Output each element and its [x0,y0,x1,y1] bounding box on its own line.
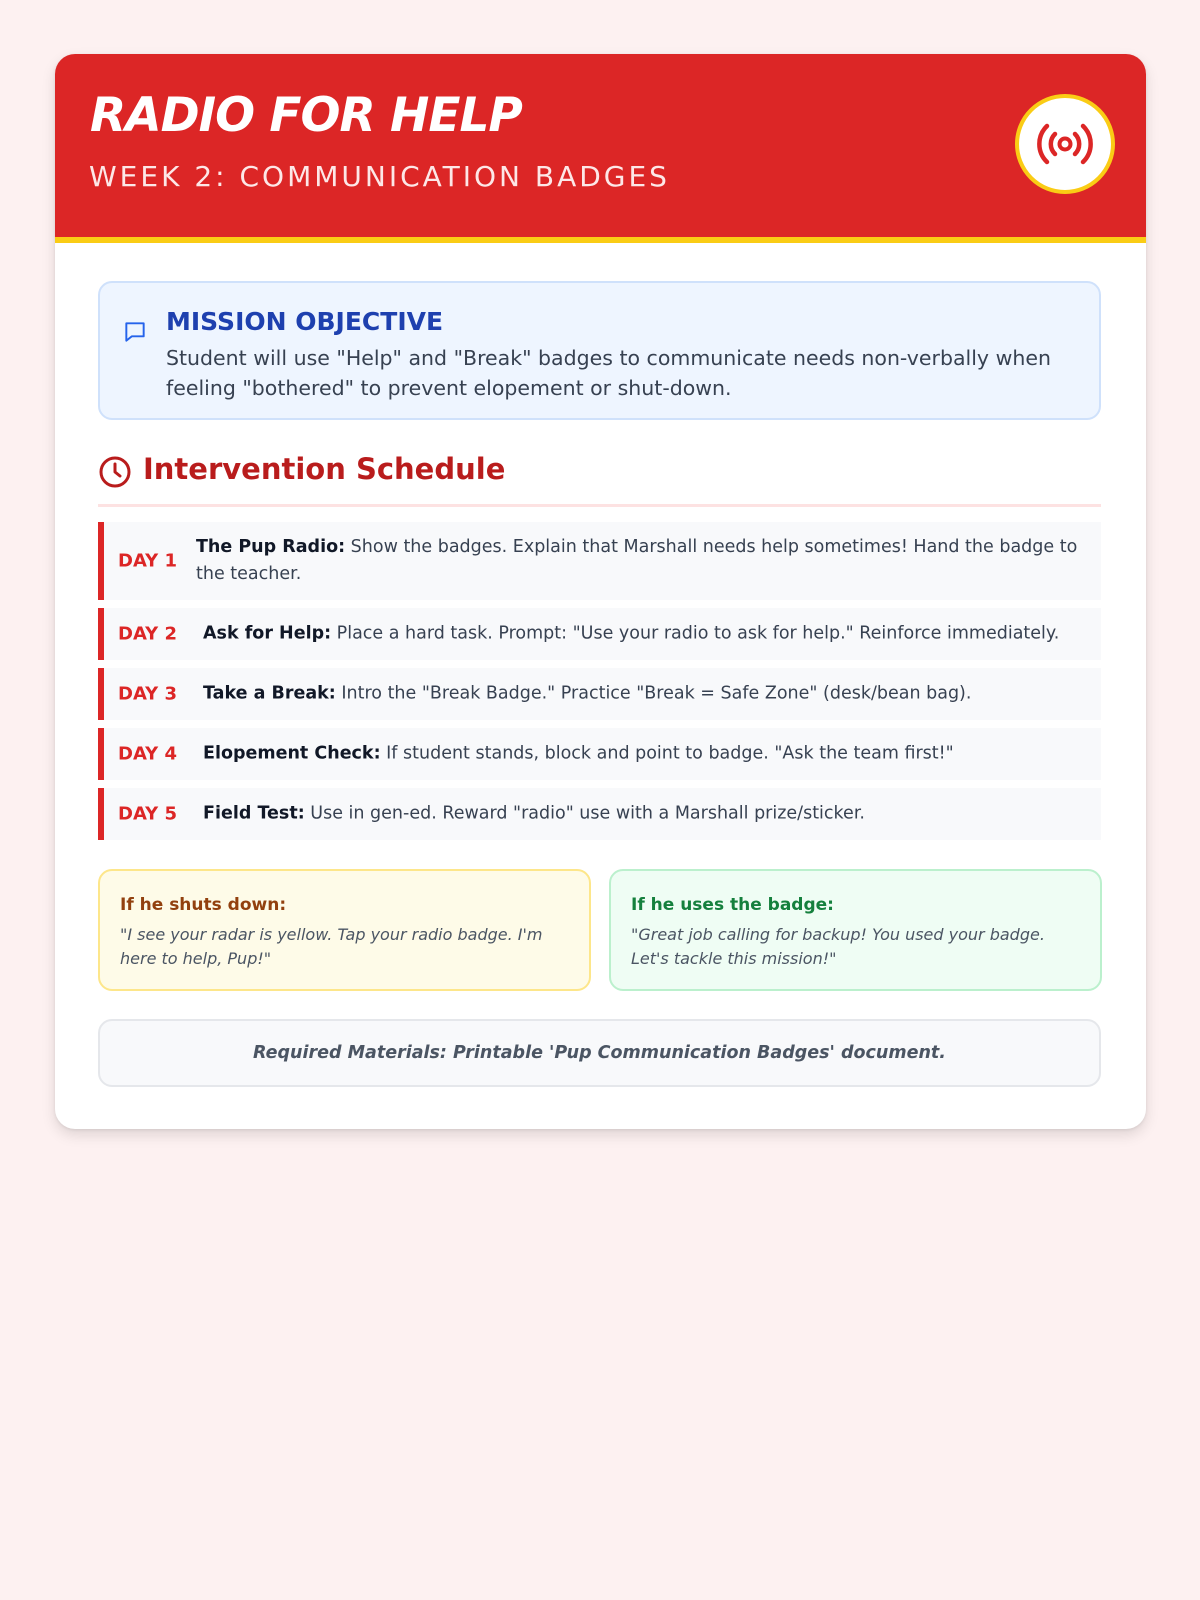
required-materials-text: Required Materials: Printable 'Pup Communication Badges' document. [253,1043,946,1063]
day-description [203,621,1093,648]
radio-badge [1015,94,1115,194]
day-detail: Intro the "Break Badge." Practice "Break = Safe Zone" (desk/bean bag). [335,683,972,704]
day-label: DAY 2 [118,623,177,645]
required-materials-box [98,1019,1101,1087]
schedule-row-day-2 [98,608,1101,660]
radio-broadcast-icon [1033,112,1097,176]
schedule-row-day-5 [98,788,1101,840]
shutdown-tip-box [98,869,591,991]
day-detail: If student stands, block and point to badge. "Ask the team first!" [380,743,954,764]
day-label: DAY 3 [118,683,177,705]
badge-used-tip-heading: If he uses the badge: [631,895,834,915]
schedule-divider [98,504,1101,507]
day-label: DAY 1 [118,550,177,572]
page-title: RADIO FOR HELP [90,88,522,143]
badge-used-tip-text: "Great job calling for backup! You used your badge. Let's tackle this mission!" [631,925,1045,968]
mission-objective-box [98,281,1101,420]
objective-text: Student will use "Help" and "Break" badges to communicate needs non-verbally when feeling "bothered" to prevent elopement or shut-down. [166,346,1051,400]
day-description [203,801,1093,828]
message-square-icon [122,319,148,345]
day-term: Ask for Help: [203,623,332,644]
schedule-row-day-1 [98,522,1101,600]
day-term: Elopement Check: [203,743,381,764]
shutdown-tip-text: "I see your radar is yellow. Tap your radio badge. I'm here to help, Pup!" [120,925,543,968]
day-detail: Use in gen-ed. Reward "radio" use with a Marshall prize/sticker. [304,803,865,824]
day-label: DAY 4 [118,743,177,765]
schedule-row-day-3 [98,668,1101,720]
badge-used-tip-box [609,869,1102,991]
day-description [203,681,1093,708]
lesson-header [55,54,1146,243]
objective-heading: MISSION OBJECTIVE [166,307,444,336]
day-detail: Place a hard task. Prompt: "Use your radio to ask for help." Reinforce immediately. [331,623,1060,644]
day-description [196,534,1086,588]
day-term: The Pup Radio: [196,537,346,557]
day-term: Field Test: [203,803,305,824]
day-label: DAY 5 [118,803,177,825]
clock-icon [98,455,132,489]
page-subtitle: WEEK 2: COMMUNICATION BADGES [89,160,670,193]
day-description [203,741,1093,768]
day-term: Take a Break: [203,683,336,704]
lesson-card [55,54,1146,1129]
schedule-title: Intervention Schedule [143,452,506,486]
schedule-row-day-4 [98,728,1101,780]
shutdown-tip-heading: If he shuts down: [120,895,287,915]
day-detail: Show the badges. Explain that Marshall needs help sometimes! Hand the badge to the teacher. [196,537,1078,584]
